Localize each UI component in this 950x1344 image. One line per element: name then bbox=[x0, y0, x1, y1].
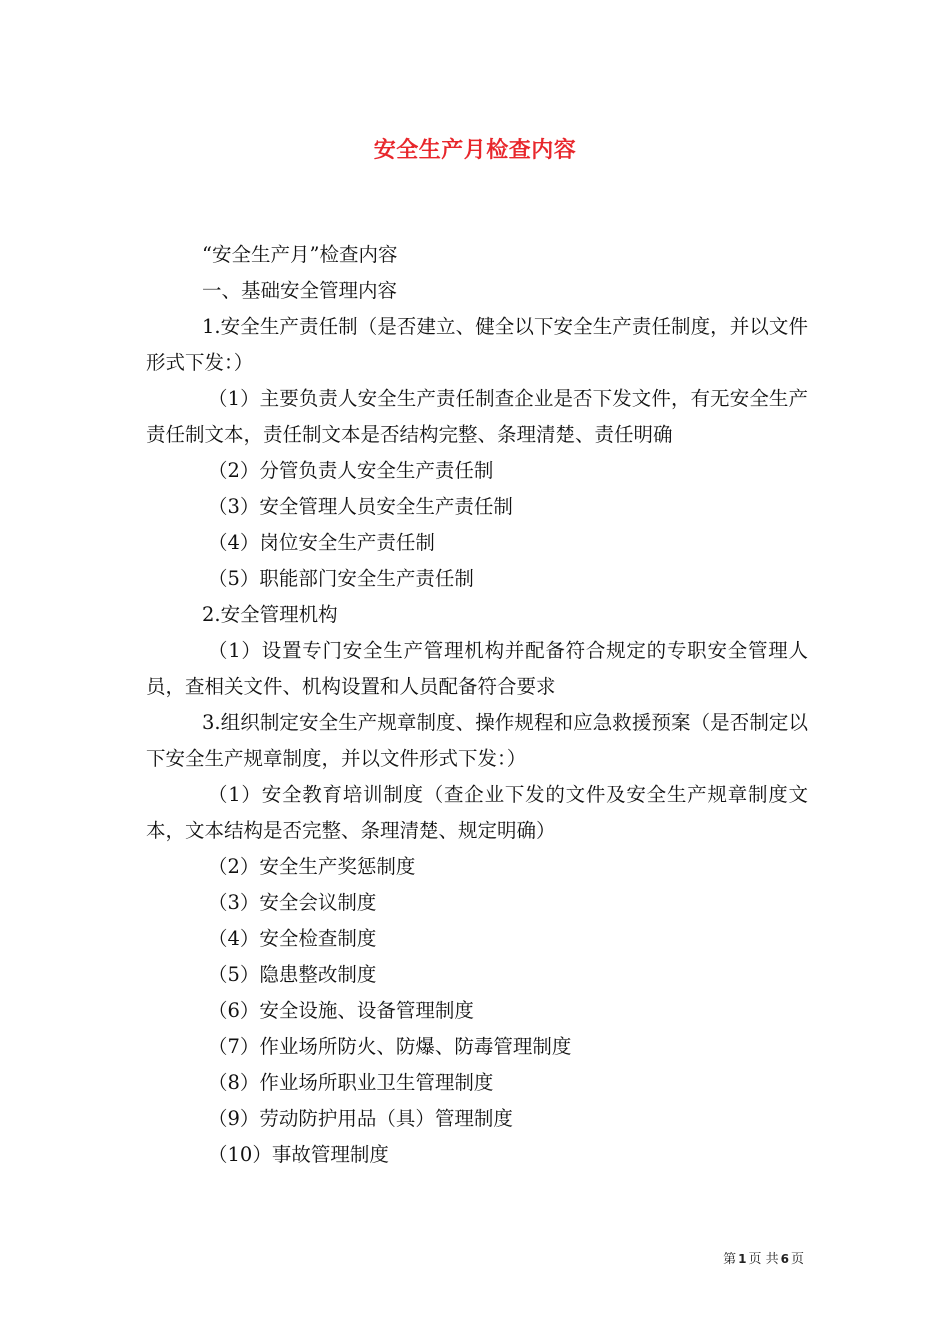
paragraph: 一、基础安全管理内容 bbox=[202, 279, 398, 302]
paragraph: （10）事故管理制度 bbox=[208, 1143, 389, 1166]
paragraph: （4）安全检查制度 bbox=[208, 927, 377, 950]
footer-prefix: 第 bbox=[723, 1252, 737, 1267]
paragraph: （5）隐患整改制度 bbox=[208, 963, 377, 986]
paragraph: （7）作业场所防火、防爆、防毒管理制度 bbox=[208, 1035, 572, 1058]
page-footer bbox=[723, 1248, 804, 1267]
paragraph: （1）安全教育培训制度（查企业下发的文件及安全生产规章制度文本，文本结构是否完整、条理清楚、规定明确） bbox=[146, 783, 808, 842]
paragraph: （3）安全管理人员安全生产责任制 bbox=[208, 495, 513, 518]
footer-suffix: 页 bbox=[790, 1252, 804, 1267]
paragraph: 3.组织制定安全生产规章制度、操作规程和应急救援预案（是否制定以下安全生产规章制度，并以文件形式下发：） bbox=[146, 711, 808, 770]
footer-total-pages: 6 bbox=[780, 1252, 789, 1266]
paragraph: （3）安全会议制度 bbox=[208, 891, 377, 914]
paragraph: （2）安全生产奖惩制度 bbox=[208, 855, 416, 878]
paragraph: （8）作业场所职业卫生管理制度 bbox=[208, 1071, 494, 1094]
paragraph: （2）分管负责人安全生产责任制 bbox=[208, 459, 494, 482]
paragraph: 1.安全生产责任制（是否建立、健全以下安全生产责任制度，并以文件形式下发：） bbox=[146, 315, 808, 374]
footer-middle: 页 共 bbox=[748, 1252, 779, 1267]
footer-current-page: 1 bbox=[738, 1252, 747, 1266]
document-body bbox=[146, 237, 808, 1173]
document-title: 安全生产月检查内容 bbox=[373, 137, 577, 163]
paragraph: （9）劳动防护用品（具）管理制度 bbox=[208, 1107, 513, 1130]
paragraph: 2.安全管理机构 bbox=[202, 603, 338, 626]
paragraph: （5）职能部门安全生产责任制 bbox=[208, 567, 474, 590]
paragraph: （1）设置专门安全生产管理机构并配备符合规定的专职安全管理人员，查相关文件、机构设置和人员配备符合要求 bbox=[146, 639, 808, 698]
paragraph: （4）岗位安全生产责任制 bbox=[208, 531, 435, 554]
paragraph: （6）安全设施、设备管理制度 bbox=[208, 999, 474, 1022]
paragraph: （1）主要负责人安全生产责任制查企业是否下发文件，有无安全生产责任制文本，责任制文本是否结构完整、条理清楚、责任明确 bbox=[146, 387, 808, 446]
paragraph: “安全生产月”检查内容 bbox=[202, 243, 398, 266]
